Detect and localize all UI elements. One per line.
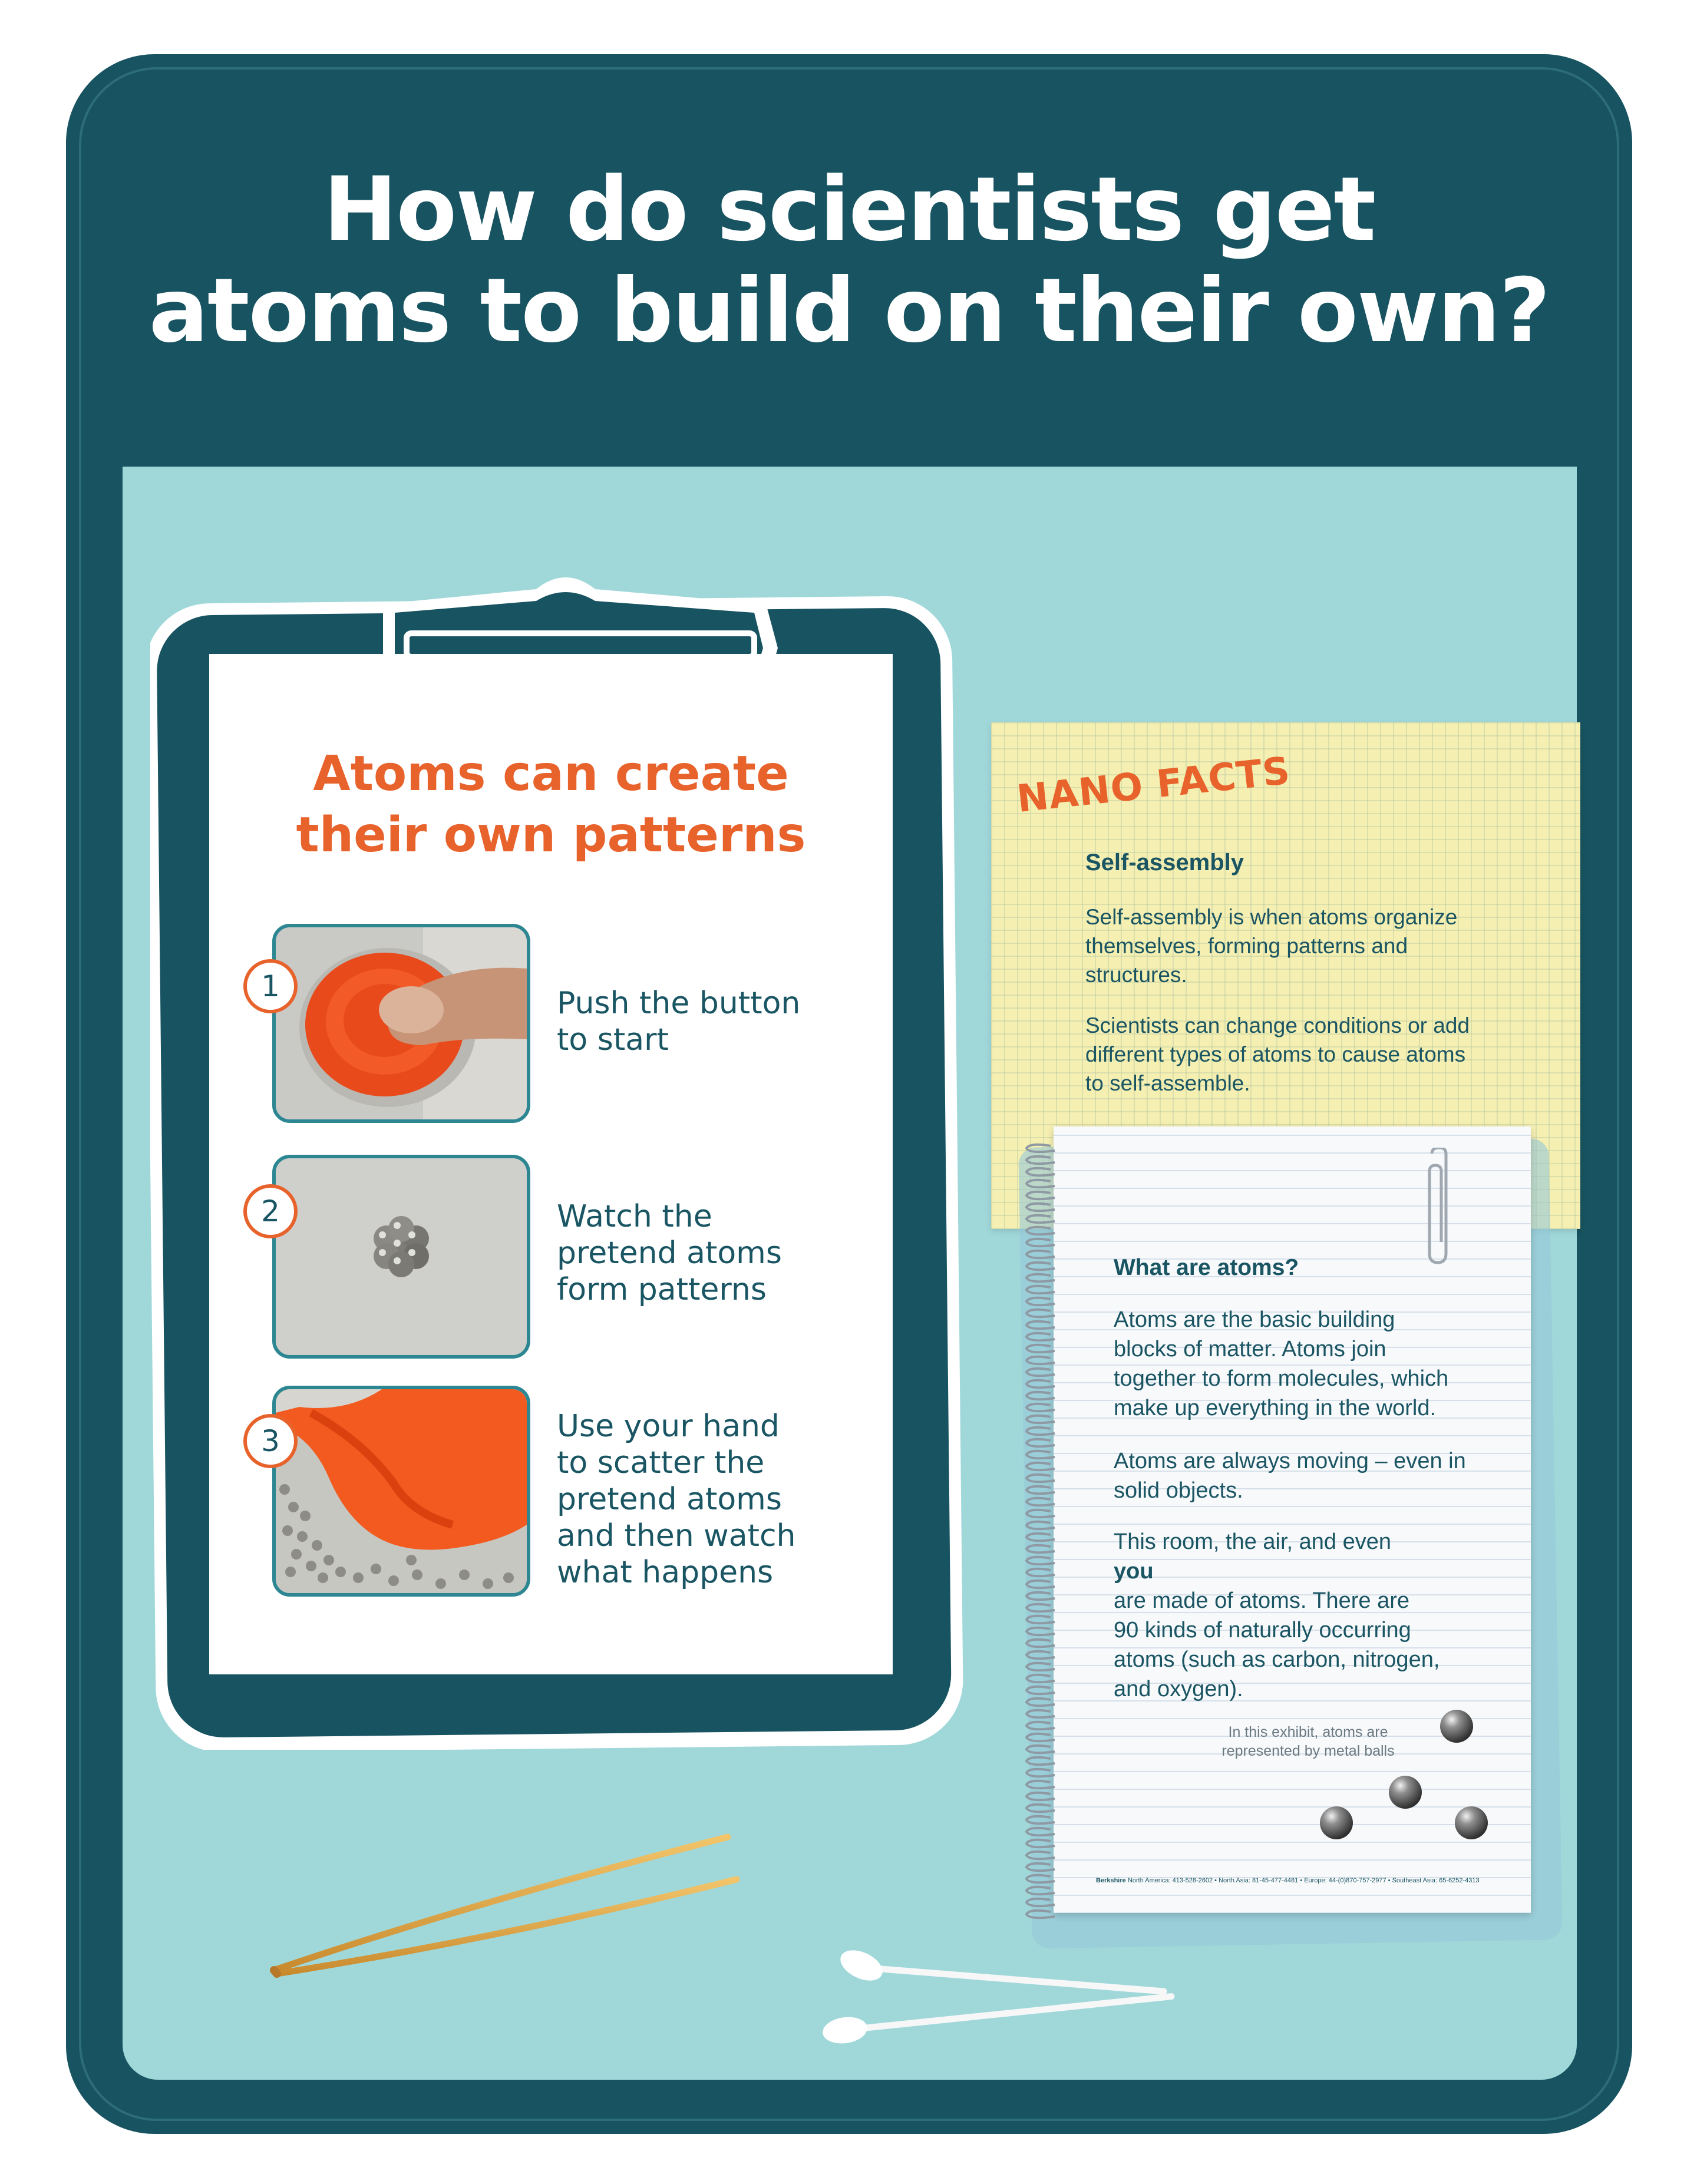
clipboard-title-line-2: their own patterns: [296, 807, 806, 863]
spiral-ring: [1026, 1192, 1055, 1200]
spiral-ring: [1026, 1663, 1055, 1671]
step-2-line: form patterns: [557, 1272, 767, 1307]
notebook-line: [1114, 1527, 1497, 1586]
notebook-line: atoms (such as carbon, nitrogen,: [1114, 1647, 1440, 1672]
step-2-line: Watch the: [557, 1199, 712, 1234]
headline-line-2: atoms to build on their own?: [148, 260, 1550, 362]
spiral-ring: [1026, 1392, 1055, 1400]
spiral-ring: [1026, 1157, 1055, 1164]
spiral-ring: [1026, 1404, 1055, 1412]
spiral-ring: [1026, 1604, 1055, 1612]
spiral-ring: [1026, 1699, 1055, 1706]
nano-facts-subheading: Self-assembly: [1085, 850, 1244, 875]
spiral-ring: [1026, 1486, 1055, 1494]
notebook-line: blocks of matter. Atoms join: [1114, 1337, 1386, 1362]
notebook-paragraph-3: [1114, 1527, 1497, 1704]
spiral-ring: [1026, 1545, 1055, 1553]
spiral-ring: [1026, 1416, 1055, 1423]
nano-facts-paragraph-1: [1085, 903, 1539, 989]
spiral-ring: [1026, 1852, 1055, 1859]
spiral-ring: [1026, 1451, 1055, 1459]
spiral-ring: [1026, 1816, 1055, 1824]
notebook-emphasis: you: [1114, 1559, 1154, 1584]
nano-facts-paragraph-2: [1085, 1011, 1539, 1098]
notebook-heading: What are atoms?: [1114, 1255, 1299, 1280]
spiral-ring: [1026, 1522, 1055, 1529]
step-3-line: Use your hand: [557, 1409, 780, 1444]
spiral-ring: [1026, 1475, 1055, 1482]
headline-line-1: How do scientists get: [323, 158, 1375, 261]
clipboard-title-line-1: Atoms can create: [313, 746, 789, 802]
spiral-ring: [1026, 1333, 1055, 1341]
step-3-line: and then watch: [557, 1518, 796, 1554]
nano-facts-line: different types of atoms to cause atoms: [1085, 1042, 1466, 1066]
spiral-ring: [1026, 1510, 1055, 1518]
spiral-ring: [1026, 1581, 1055, 1588]
spiral-ring: [1026, 1321, 1055, 1329]
spiral-ring: [1026, 1769, 1055, 1777]
caption-line: represented by metal balls: [1221, 1743, 1395, 1759]
step-3-line: to scatter the: [557, 1445, 765, 1481]
spiral-ring: [1026, 1215, 1055, 1223]
spiral-ring: [1026, 1828, 1055, 1836]
spiral-ring: [1026, 1534, 1055, 1541]
step-3-text: [557, 1408, 875, 1591]
notebook-line: Atoms are the basic building: [1114, 1307, 1395, 1332]
step-1-line: Push the button: [557, 986, 801, 1021]
spiral-ring: [1026, 1369, 1055, 1376]
spiral-ring: [1026, 1263, 1055, 1270]
spiral-ring: [1026, 1616, 1055, 1624]
spiral-ring: [1026, 1204, 1055, 1211]
nano-facts-line: structures.: [1085, 963, 1187, 987]
spiral-binding-icon: [1018, 1140, 1071, 1929]
caption-line: In this exhibit, atoms are: [1228, 1724, 1388, 1740]
spiral-ring: [1026, 1145, 1055, 1152]
notebook-line: and oxygen).: [1114, 1677, 1243, 1701]
spiral-ring: [1026, 1168, 1055, 1176]
spiral-ring: [1026, 1887, 1055, 1895]
spiral-ring: [1026, 1734, 1055, 1742]
spiral-ring: [1026, 1805, 1055, 1812]
spiral-ring: [1026, 1498, 1055, 1506]
spiral-ring: [1026, 1345, 1055, 1353]
notebook-line: solid objects.: [1114, 1478, 1243, 1503]
spiral-ring: [1026, 1251, 1055, 1258]
spiral-ring: [1026, 1840, 1055, 1848]
spiral-ring: [1026, 1875, 1055, 1883]
notebook-line: together to form molecules, which: [1114, 1366, 1449, 1391]
spiral-ring: [1026, 1557, 1055, 1565]
step-3-badge: 3: [243, 1414, 298, 1468]
spiral-ring: [1026, 1180, 1055, 1188]
spiral-ring: [1026, 1710, 1055, 1718]
spiral-ring: [1026, 1357, 1055, 1364]
spiral-ring: [1026, 1746, 1055, 1753]
spiral-ring: [1026, 1227, 1055, 1235]
notebook-line: are made of atoms. There are: [1114, 1588, 1409, 1613]
step-2-line: pretend atoms: [557, 1235, 782, 1271]
spiral-ring: [1026, 1310, 1055, 1317]
notebook-line: make up everything in the world.: [1114, 1396, 1437, 1420]
step-3-line: what happens: [557, 1555, 774, 1590]
notebook-paragraph-1: [1114, 1305, 1497, 1423]
step-2-text: [557, 1198, 875, 1308]
spiral-ring: [1026, 1569, 1055, 1577]
notebook-footer: [1096, 1877, 1520, 1884]
step-1-photo: [272, 924, 530, 1123]
step-3-line: pretend atoms: [557, 1482, 782, 1517]
nano-facts-line: Scientists can change conditions or add: [1085, 1013, 1470, 1038]
nano-facts-line: Self-assembly is when atoms organize: [1085, 905, 1458, 929]
spiral-ring: [1026, 1428, 1055, 1435]
paperclip-icon: [1420, 1148, 1461, 1266]
spiral-ring: [1026, 1722, 1055, 1730]
spiral-ring: [1026, 1911, 1055, 1918]
headline: [66, 159, 1632, 362]
spiral-ring: [1026, 1863, 1055, 1871]
spiral-ring: [1026, 1592, 1055, 1600]
step-1-line: to start: [557, 1022, 669, 1058]
spiral-ring: [1026, 1274, 1055, 1282]
spiral-ring: [1026, 1793, 1055, 1800]
step-1-badge: 1: [243, 959, 298, 1013]
spiral-ring: [1026, 1781, 1055, 1789]
notebook-paragraph-2: [1114, 1446, 1497, 1505]
spiral-ring: [1026, 1463, 1055, 1471]
spiral-ring: [1026, 1757, 1055, 1765]
spiral-ring: [1026, 1286, 1055, 1294]
spiral-ring: [1026, 1687, 1055, 1694]
step-2-photo: [272, 1155, 530, 1359]
spiral-ring: [1026, 1899, 1055, 1907]
nano-facts-heading: NANO FACTS: [1015, 749, 1293, 821]
nano-facts-line: themselves, forming patterns and: [1085, 934, 1408, 958]
clipboard-title: [209, 744, 893, 866]
notebook-caption: [1184, 1723, 1432, 1760]
nano-facts-line: to self-assemble.: [1085, 1071, 1250, 1095]
step-3-photo: [272, 1386, 530, 1597]
footer-contacts: North America: 413-528-2602 • North Asia: 81-45-477-4481 • Europe: 44-(0)870-757-2977 • Southeast Asia: 65-6252-4313: [1125, 1877, 1480, 1884]
spiral-ring: [1026, 1380, 1055, 1388]
spiral-ring: [1026, 1628, 1055, 1635]
step-1-text: [557, 985, 875, 1058]
spiral-ring: [1026, 1651, 1055, 1659]
notebook-line: Atoms are always moving – even in: [1114, 1449, 1466, 1473]
notebook-line: 90 kinds of naturally occurring: [1114, 1618, 1411, 1643]
step-2-badge: 2: [243, 1184, 298, 1238]
spiral-ring: [1026, 1439, 1055, 1447]
spiral-ring: [1026, 1298, 1055, 1306]
spiral-ring: [1026, 1239, 1055, 1247]
spiral-ring: [1026, 1675, 1055, 1683]
notebook-text: This room, the air, and even: [1114, 1529, 1392, 1554]
spiral-ring: [1026, 1640, 1055, 1647]
footer-brand: Berkshire: [1096, 1877, 1126, 1884]
